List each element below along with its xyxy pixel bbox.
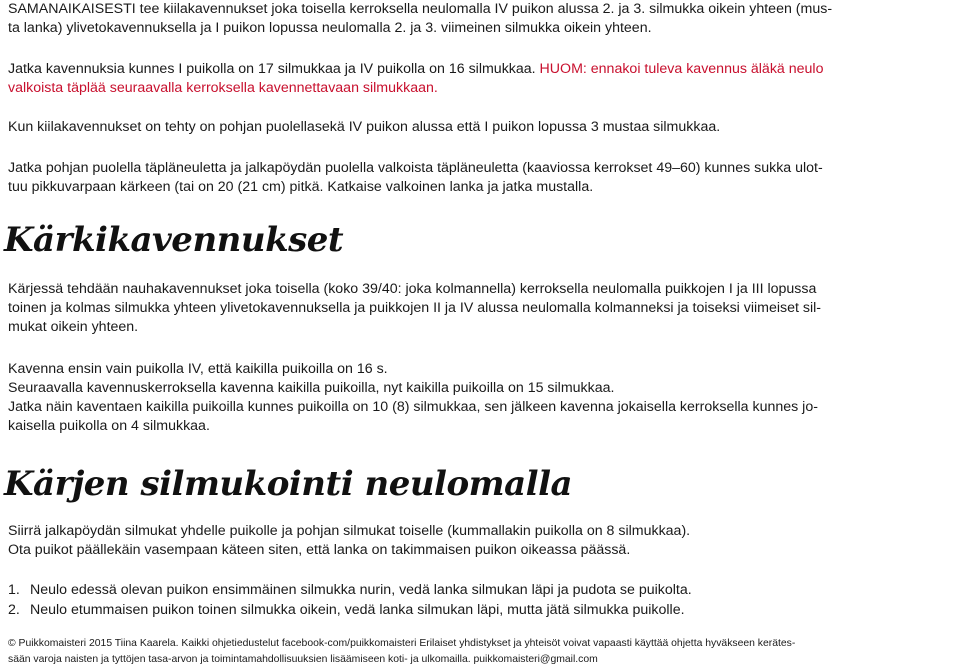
graft-steps-list	[8, 580, 692, 620]
toe2-line-2: Seuraavalla kavennuskerroksella kavenna kaikilla puikoilla, nyt kaikilla puikoilla on 15 silmukkaa.	[8, 380, 615, 396]
intro-line-2: ta lanka) ylivetokavennuksella ja I puikon lopussa neulomalla 2. ja 3. viimeinen silmukka oikein yhteen.	[8, 20, 652, 36]
toe2-line-3: Jatka näin kaventaen kaikilla puikoilla kunnes puikoilla on 10 (8) silmukkaa, sen jälkeen kavenna jokaisella kerroksella kunnes jo-	[8, 399, 818, 415]
toe-line-1: Kärjessä tehdään nauhakavennukset joka toisella (koko 39/40: joka kolmannella) kerroksella neulomalla puikkojen I ja III lopussa	[8, 281, 817, 297]
section-heading-toe-decreases: Kärkikavennukset	[4, 220, 344, 260]
pattern-line-2: tuu pikkuvarpaan kärkeen (tai on 20 (21 cm) pitkä. Katkaise valkoinen lanka ja jatka mustalla.	[8, 179, 594, 195]
toe-paragraph	[8, 280, 953, 337]
section-heading-grafting: Kärjen silmukointi neulomalla	[4, 464, 573, 504]
toe-decrease-steps-paragraph	[8, 360, 953, 436]
toe-line-3: mukat oikein yhteen.	[8, 319, 139, 335]
gusset-done-paragraph	[8, 118, 953, 137]
toe2-line-4: kaisella puikolla on 4 silmukkaa.	[8, 418, 210, 434]
note-warning: HUOM: ennakoi tuleva kavennus äläkä neulo	[539, 61, 824, 77]
note-warning-continued: valkoista täplää seuraavalla kerroksella kavennettavaan silmukkaan.	[8, 80, 438, 96]
footer-line-2: sään varoja naisten ja tyttöjen tasa-arvon ja toimintamahdollisuuksien lisäämiseen koti- ja ulkomailla. puikkomaisteri@gmail.com	[8, 654, 598, 665]
continue-paragraph	[8, 60, 953, 98]
toe2-line-1: Kavenna ensin vain puikolla IV, että kaikilla puikoilla on 16 s.	[8, 361, 388, 377]
toe-line-2: toinen ja kolmas silmukka yhteen ylivetokavennuksella ja puikkojen II ja IV alussa neulomalla kolmanneksi ja toiseksi viimeiset sil-	[8, 300, 822, 316]
list-item	[8, 600, 692, 620]
gusset-done-line: Kun kiilakavennukset on tehty on pohjan puolellasekä IV puikon alussa että I puikon lopussa 3 mustaa silmukkaa.	[8, 119, 721, 135]
intro-paragraph	[8, 0, 953, 38]
list-item-text: Neulo edessä olevan puikon ensimmäinen silmukka nurin, vedä lanka silmukan läpi ja pudota se puikolta.	[30, 582, 692, 598]
graft-paragraph	[8, 522, 953, 560]
list-item-text: Neulo etummaisen puikon toinen silmukka oikein, vedä lanka silmukan läpi, mutta jätä silmukka puikolle.	[30, 602, 685, 618]
graft-line-1: Siirrä jalkapöydän silmukat yhdelle puikolle ja pohjan silmukat toiselle (kummallakin puikolla on 8 silmukkaa).	[8, 523, 691, 539]
intro-line-1: SAMANAIKAISESTI tee kiilakavennukset joka toisella kerroksella neulomalla IV puikon alussa 2. ja 3. silmukka oikein yhteen (mus-	[8, 1, 833, 17]
pattern-line-1: Jatka pohjan puolella täpläneuletta ja jalkapöydän puolella valkoista täpläneuletta (kaaviossa kerrokset 49–60) kunnes sukka ulot-	[8, 160, 823, 176]
continue-line-1: Jatka kavennuksia kunnes I puikolla on 17 silmukkaa ja IV puikolla on 16 silmukkaa. HUOM: ennakoi tuleva kavennus äläkä neulo	[8, 61, 824, 77]
graft-line-2: Ota puikot päällekäin vasempaan käteen siten, että lanka on takimmaisen puikon oikeassa päässä.	[8, 542, 631, 558]
list-item-number: 2.	[8, 602, 20, 618]
pattern-paragraph	[8, 159, 953, 197]
list-item	[8, 580, 692, 600]
list-item-number: 1.	[8, 582, 20, 598]
footer-line-1: © Puikkomaisteri 2015 Tiina Kaarela. Kaikki ohjetiedustelut facebook-com/puikkomaisteri Erilaiset yhdistykset ja yhteisöt voivat vapaasti käyttää ohjetta hyväkseen kerätes-	[8, 638, 796, 649]
footer-copyright	[8, 636, 956, 668]
